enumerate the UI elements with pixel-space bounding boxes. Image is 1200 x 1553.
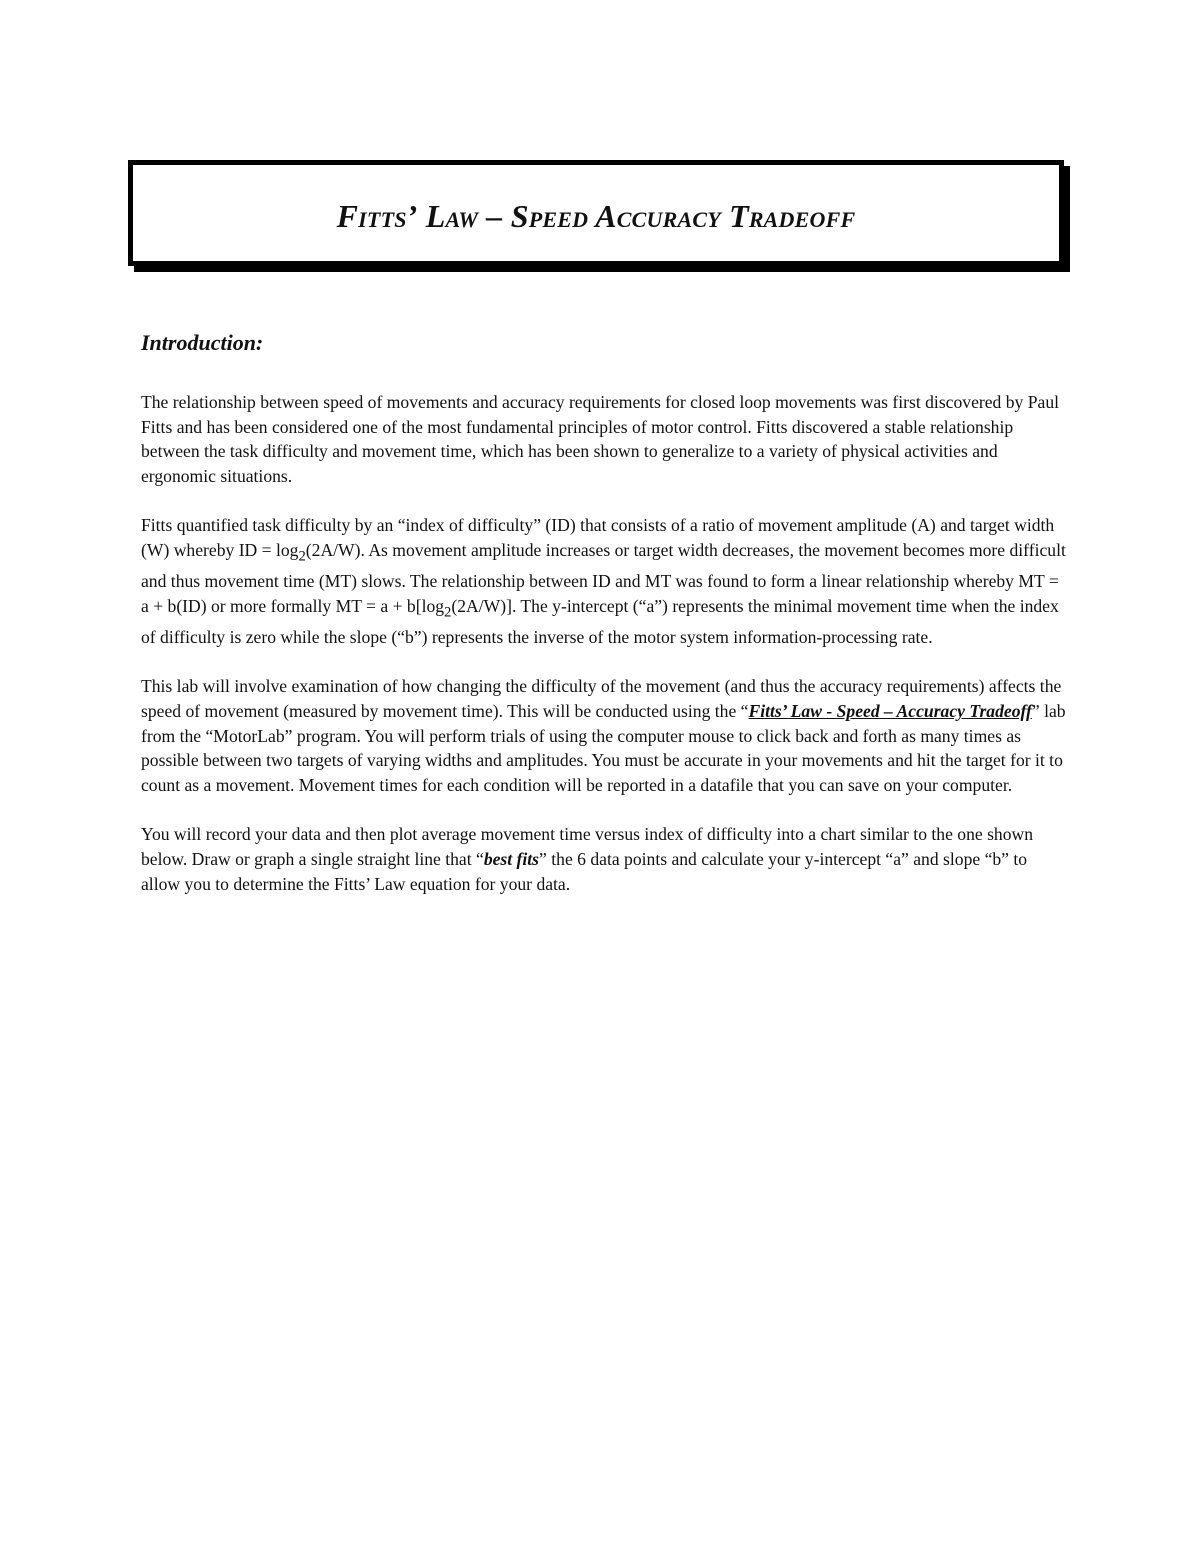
title-part5-initial: T [729, 197, 749, 234]
intro-paragraph-1: The relationship between speed of movements and accuracy requirements for closed loop movements was first discovered by Paul Fitts and has been considered one of the most fundamental principles of motor control. Fitts discovered a stable relationship between the task difficulty and movement time, which has been shown to generalize to a variety of physical activities and ergonomic situations. [141, 392, 1060, 486]
para4-text-a: You will record your data and then plot average movement time versus index of difficulty into a chart similar to the one shown below. Draw or graph a single straight line that “ [141, 824, 1034, 869]
para4-text-b: ” the 6 data points and calculate your y-intercept “a” and slope “b” to allow you to determine the Fitts’ Law equation for your data. [141, 848, 1028, 894]
title-part4-initial: A [595, 197, 617, 234]
title-part3-initial: S [510, 197, 529, 234]
para2-text-a: Fitts quantified task difficulty by an “index of difficulty” (ID) that consists of a ratio of movement amplitude (A) and target width (W) whereby ID = log [141, 515, 1055, 560]
document-title [337, 192, 856, 235]
title-part1-initial: F [336, 197, 359, 234]
title-part4-rest: ccuracy [616, 197, 721, 234]
title-dash: – [486, 197, 503, 234]
para3-text-a: This lab will involve examination of how changing the difficulty of the movement (and thus the accuracy requirements) affects the speed of movement (measured by movement time). This will be conducted using the “ [141, 676, 1062, 721]
document-body [141, 330, 1066, 921]
para2-text-c: (2A/W)]. The y-intercept (“a”) represents the minimal movement time when the index of difficulty is zero while the slope (“b”) represents the inverse of the motor system information-processing rate. [141, 595, 1059, 647]
title-box [128, 160, 1064, 266]
intro-paragraph-4 [141, 822, 1066, 896]
para2-subscript-a: 2 [298, 548, 306, 565]
intro-paragraph-2 [141, 513, 1066, 649]
intro-paragraph-3 [141, 674, 1066, 797]
title-part3-rest: peed [528, 197, 589, 234]
title-part1-rest: itts’ [358, 197, 418, 234]
intro-heading: Introduction: [141, 330, 264, 355]
para2-text-b: (2A/W). As movement amplitude increases or target width decreases, the movement becomes more difficult and thus movement time (MT) slows. The relationship between ID and MT was found to form a linear relationship whereby MT = a + b(ID) or more formally MT = a + b[log [141, 539, 1066, 616]
title-part5-rest: radeoff [748, 197, 856, 234]
lab-name-link: Fitts’ Law - Speed – Accuracy Tradeoff [748, 700, 1032, 721]
best-fits-emphasis: best fits [483, 848, 540, 869]
title-part2-initial: L [425, 197, 446, 234]
para2-subscript-b: 2 [444, 604, 452, 621]
title-part2-rest: aw [445, 197, 479, 234]
para3-text-b: ” lab from the “MotorLab” program. You will perform trials of using the computer mouse to click back and forth as many times as possible between two targets of varying widths and amplitudes. You must be accurate in your movements and hit the target for it to count as a movement. Movement times for each condition will be reported in a datafile that you can save on your computer. [141, 700, 1066, 795]
